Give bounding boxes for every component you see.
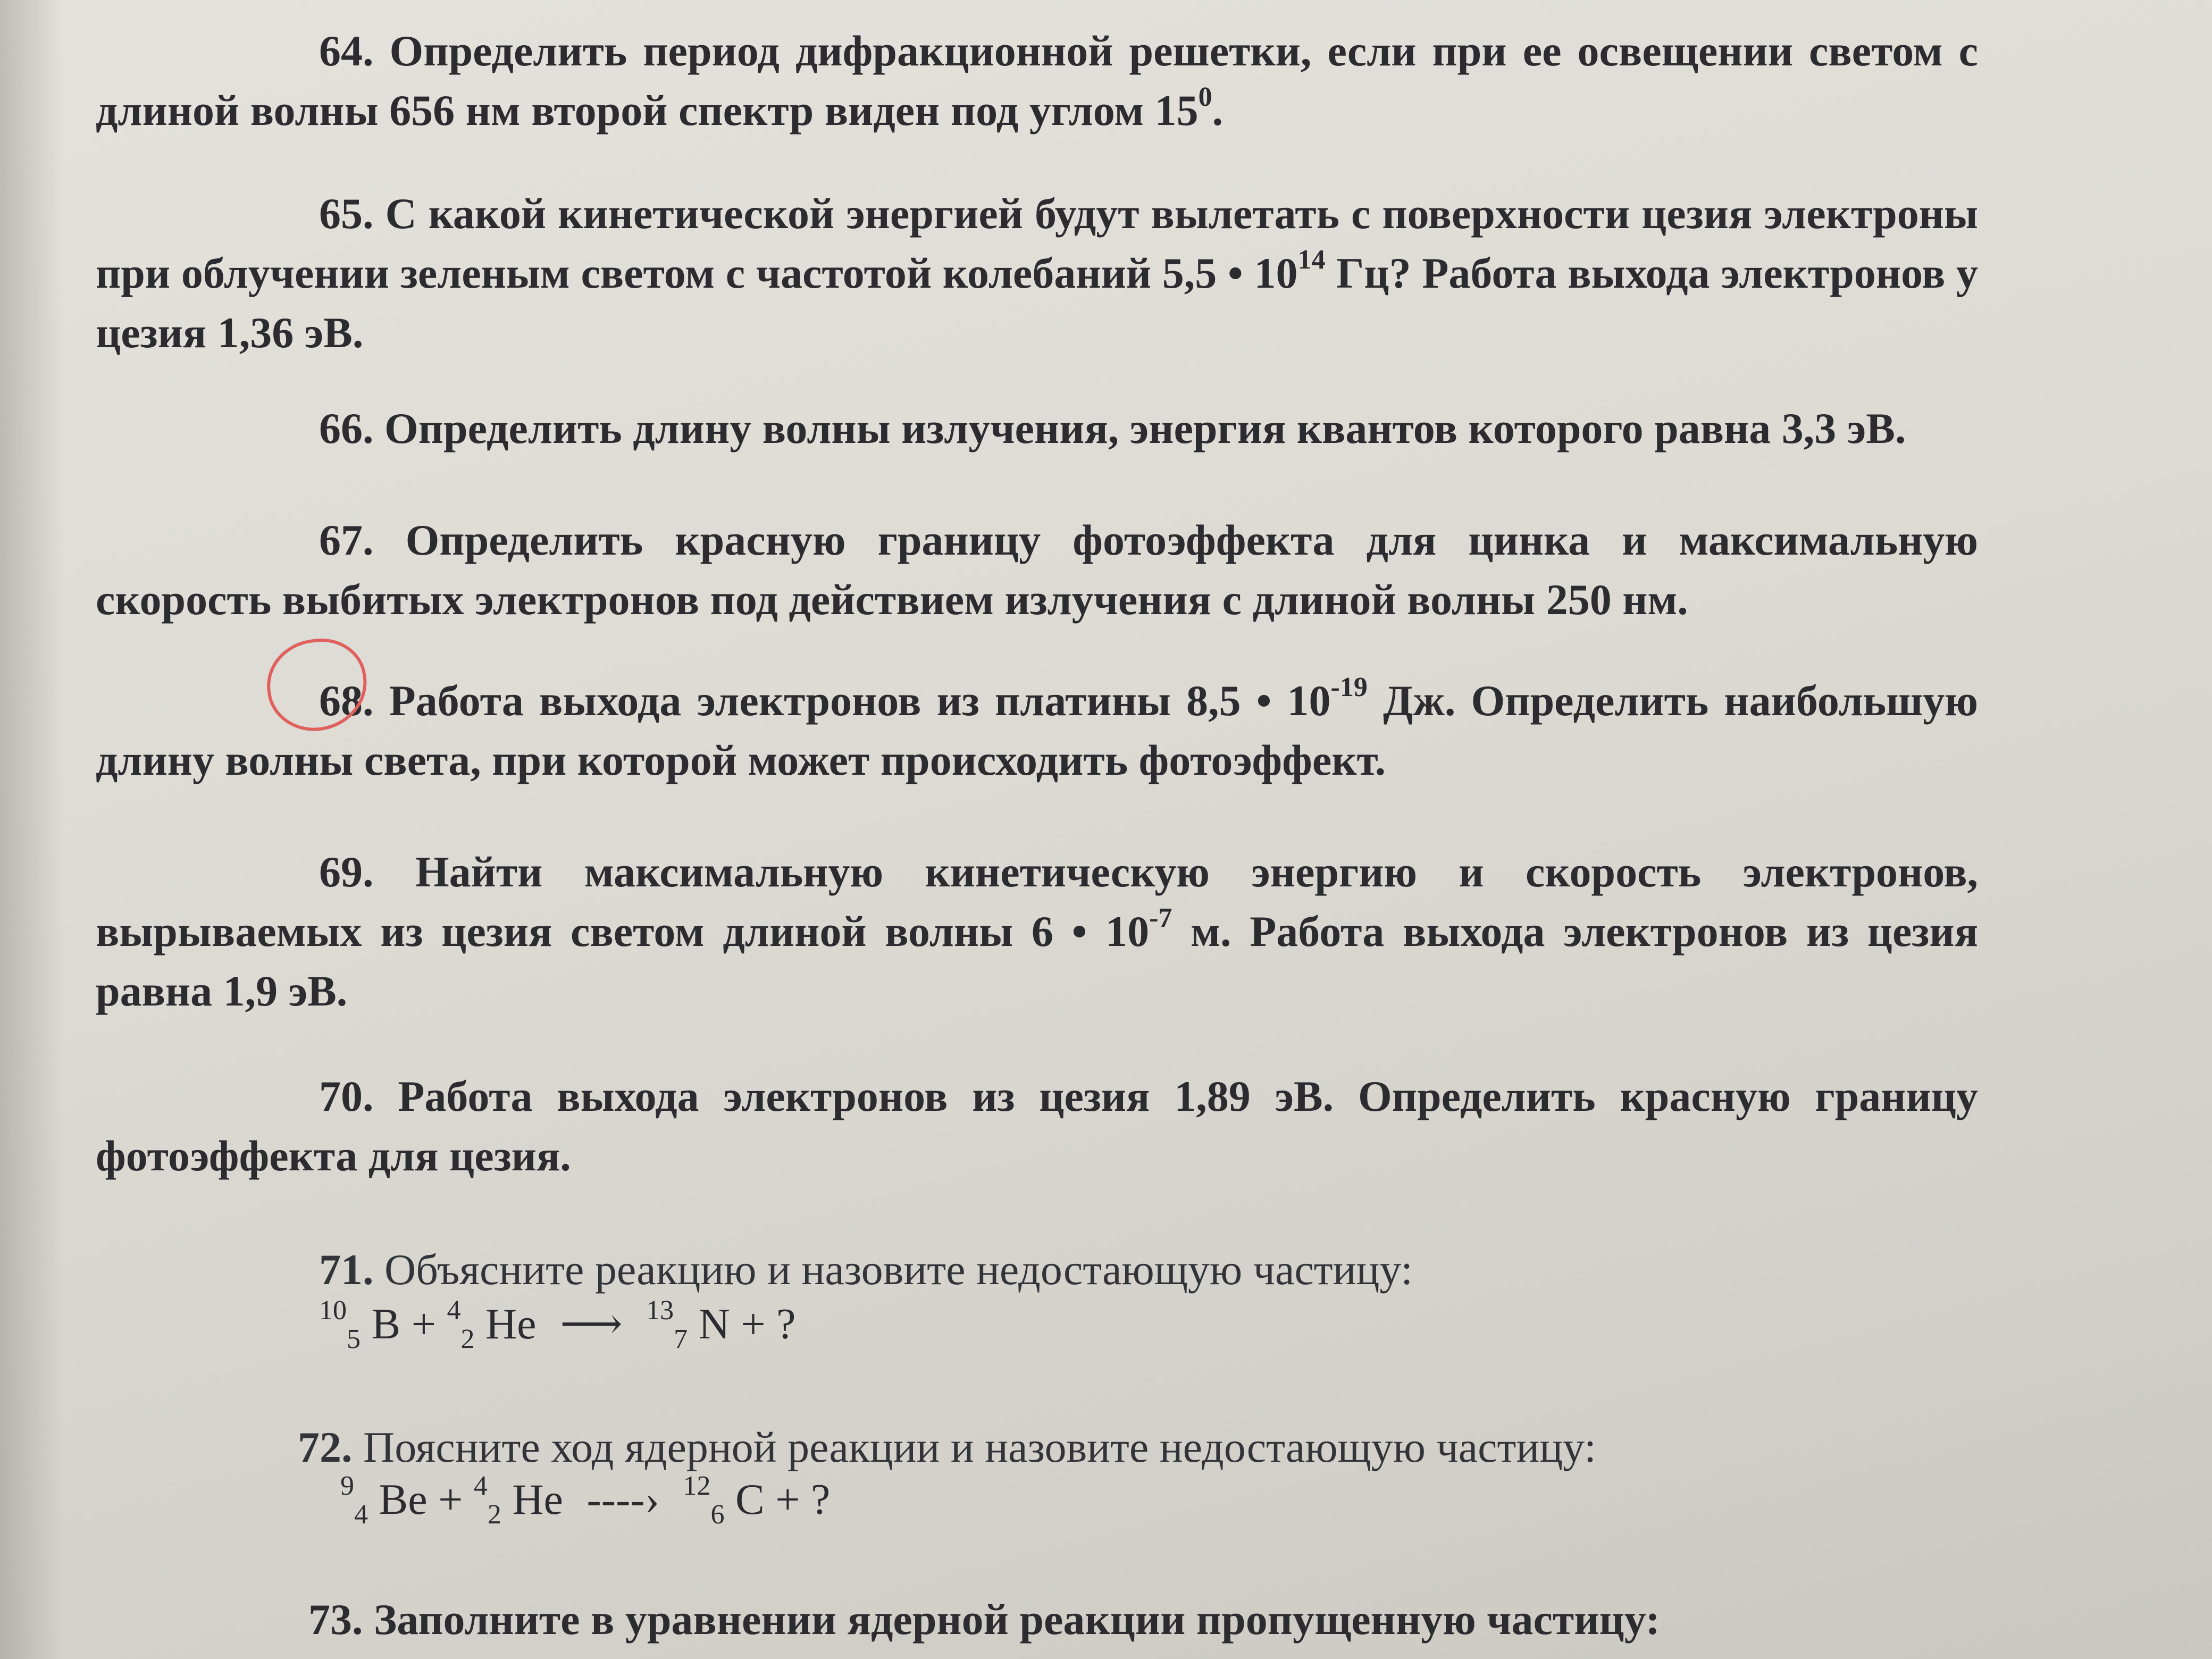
problem-73 [96,1590,1978,1649]
problem-text: Заполните в уравнении ядерной реакции пропущенную частицу: [374,1595,1660,1644]
mass-number: 10 [319,1295,347,1326]
problem-text: Определить длину волны излучения, энергия квантов которого равна 3,3 эВ. [384,404,1906,453]
charge-number: 6 [710,1499,725,1530]
problem-text: Работа выхода электронов из цезия 1,89 эВ. Определить красную границу фотоэффекта для цезия. [96,1072,1978,1180]
problem-number: 68. [319,676,374,725]
problem-text-end: Гц? Работа выхода электронов у цезия 1,36 эВ. [96,249,1978,357]
element-symbol: He [485,1300,537,1348]
unknown-particle: + ? [775,1475,831,1523]
problem-number: 66. [319,404,374,453]
problem-number: 72. [298,1423,353,1471]
problem-text: Определить период дифракционной решетки, если при ее освещении светом с длиной волны 656 нм второй спектр виден под углом 15 [96,27,1979,135]
reaction-72 [340,1471,831,1530]
unknown-particle: + ? [741,1300,796,1348]
problem-number: 71. [319,1245,374,1294]
problem-66 [96,399,1978,458]
problem-69 [96,842,1978,1021]
mass-number: 4 [473,1471,488,1501]
superscript: 14 [1297,245,1326,275]
superscript: -19 [1330,672,1368,702]
problem-68 [96,671,1978,790]
element-symbol: Be [379,1475,428,1523]
problem-text-end: . [1212,86,1224,135]
charge-number: 2 [460,1324,475,1354]
problem-number: 73. [308,1595,363,1644]
problem-text-end: Дж. Определить наибольшую длину волны света, при которой может происходить фотоэффект. [96,676,1978,784]
problem-number: 64. [319,27,374,75]
problem-number: 70. [319,1072,374,1120]
mass-number: 4 [447,1295,461,1326]
charge-number: 5 [347,1324,361,1354]
problem-text: Определить красную границу фотоэффекта для цинка и максимальную скорость выбитых электронов под действием излучения с длиной волны 250 нм. [96,516,1978,624]
charge-number: 7 [674,1324,688,1354]
problem-72 [96,1418,1978,1477]
problem-71 [96,1240,1978,1300]
problem-text: Поясните ход ядерной реакции и назовите недостающую частицу: [363,1423,1596,1471]
problem-number: 69. [319,848,374,896]
element-symbol: He [512,1475,563,1523]
problem-text: Объясните реакцию и назовите недостающую частицу: [384,1245,1413,1294]
element-symbol: N [698,1300,730,1348]
problem-number: 67. [319,516,374,564]
mass-number: 13 [646,1295,674,1326]
charge-number: 2 [487,1499,501,1530]
problem-number: 65. [319,189,374,238]
plus-sign: + [411,1300,436,1348]
reaction-arrow-icon: ⟶ [560,1300,623,1348]
problem-text: С какой кинетической энергией будут вылетать с поверхности цезия электроны при облучении зеленым светом с частотой колебаний 5,5 • 10 [96,189,1979,297]
reaction-71 [319,1295,796,1354]
problem-text: Работа выхода электронов из платины 8,5 • 10 [389,676,1331,725]
problem-70 [96,1067,1978,1186]
problem-67 [96,510,1978,630]
plus-sign: + [438,1475,463,1523]
problem-65 [96,184,1978,363]
element-symbol: B [371,1300,401,1348]
problem-text-end: м. Работа выхода электронов из цезия равна 1,9 эВ. [96,907,1978,1015]
reaction-arrow-icon: ‑‑‑‑› [586,1475,660,1523]
superscript: 0 [1198,82,1212,112]
problem-64 [96,21,1978,140]
mass-number: 12 [683,1471,711,1501]
mass-number: 9 [340,1471,354,1501]
charge-number: 4 [354,1499,368,1530]
superscript: -7 [1149,903,1172,933]
problem-text: Найти максимальную кинетическую энергию и скорость электронов, вырываемых из цезия светом длиной волны 6 • 10 [96,848,1979,956]
page-shadow [0,0,64,1659]
element-symbol: C [735,1475,765,1523]
